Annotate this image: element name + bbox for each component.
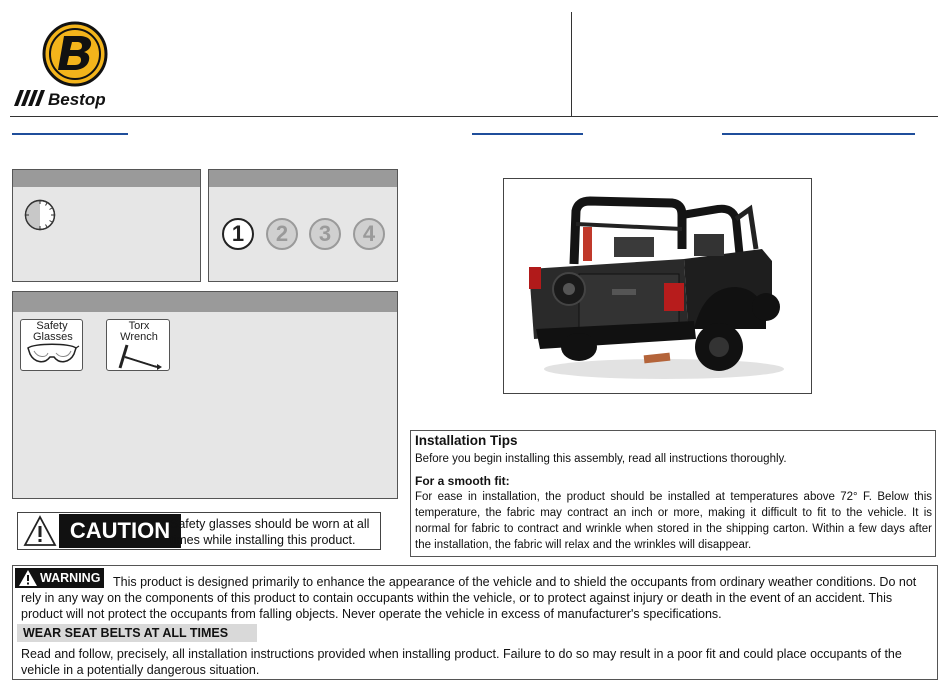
warning-badge: [15, 568, 104, 588]
tool-card-safety-glasses: [20, 319, 83, 371]
tools-panel: [12, 291, 398, 499]
caution-box: [17, 512, 381, 550]
jeep-product-image: [504, 179, 812, 394]
tool-label-safety-glasses: Safety Glasses: [33, 320, 73, 343]
blue-rule-middle: [472, 133, 583, 135]
tool-label-torx-wrench: Torx Wrench: [120, 320, 158, 343]
installation-tips-title: Installation Tips: [415, 433, 518, 448]
blue-rule-left: [12, 133, 128, 135]
difficulty-level-2: 2: [266, 218, 298, 250]
caution-triangle-icon: [23, 515, 57, 547]
bestop-logo: [12, 20, 130, 110]
warning-box: [12, 565, 938, 680]
install-time-panel-header: [13, 170, 200, 187]
difficulty-level-4: 4: [353, 218, 385, 250]
difficulty-panel-header: [209, 170, 397, 187]
header-rule: [10, 116, 938, 117]
header-divider: [571, 12, 572, 116]
tool-card-torx-wrench: [106, 319, 170, 371]
difficulty-panel: [208, 169, 398, 282]
clock-icon: [24, 199, 56, 231]
blue-rule-right: [722, 133, 915, 135]
installation-tips-intro: Before you begin installing this assembly, read all instructions thoroughly.: [415, 453, 787, 465]
bestop-logo-mark: [12, 20, 130, 110]
warning-label: WARNING: [40, 571, 101, 585]
safety-glasses-icon: [24, 340, 80, 370]
install-time-panel: [12, 169, 201, 282]
smooth-fit-heading: For a smooth fit:: [415, 474, 510, 488]
caution-label: CAUTION: [59, 514, 181, 548]
warning-text: This product is designed primarily to enhance the appearance of the vehicle and to shield the occupants from ordinary weather conditions. Do not rely in any way on the components of this product to contain occupants within the vehicle, or to protect against injury or death in the event of an accident. This product will not protect the occupants from falling objects. Never operate the vehicle in excess of manufacturer's specifications.: [21, 575, 917, 621]
smooth-fit-text: For ease in installation, the product should be installed at temperatures above 72° F. Below this temperature, the fabric may contract an inch or more, making it difficult to fit to the vehicle. It is normal for fabric to contract and wrinkle when stored in the shipping carton. Within a few days after the installation, the fabric will relax and the wrinkles will disappear.: [415, 491, 932, 551]
torx-wrench-icon: [113, 343, 165, 371]
seat-belts-banner: WEAR SEAT BELTS AT ALL TIMES: [17, 624, 257, 642]
product-photo: [503, 178, 812, 394]
difficulty-level-3: 3: [309, 218, 341, 250]
bestop-wordmark: Bestop: [48, 90, 106, 109]
warning-triangle-icon: [18, 569, 38, 587]
follow-instructions-text: Read and follow, precisely, all installation instructions provided when installing product. Failure to do so may result in a poor fit and could place occupants of the vehicle in a potentially dangerous situation.: [21, 647, 902, 677]
tools-panel-header: [13, 292, 397, 312]
caution-text: Safety glasses should be worn at all times while installing this product.: [170, 517, 370, 547]
difficulty-level-1: 1: [222, 218, 254, 250]
installation-tips-box: [410, 430, 936, 557]
